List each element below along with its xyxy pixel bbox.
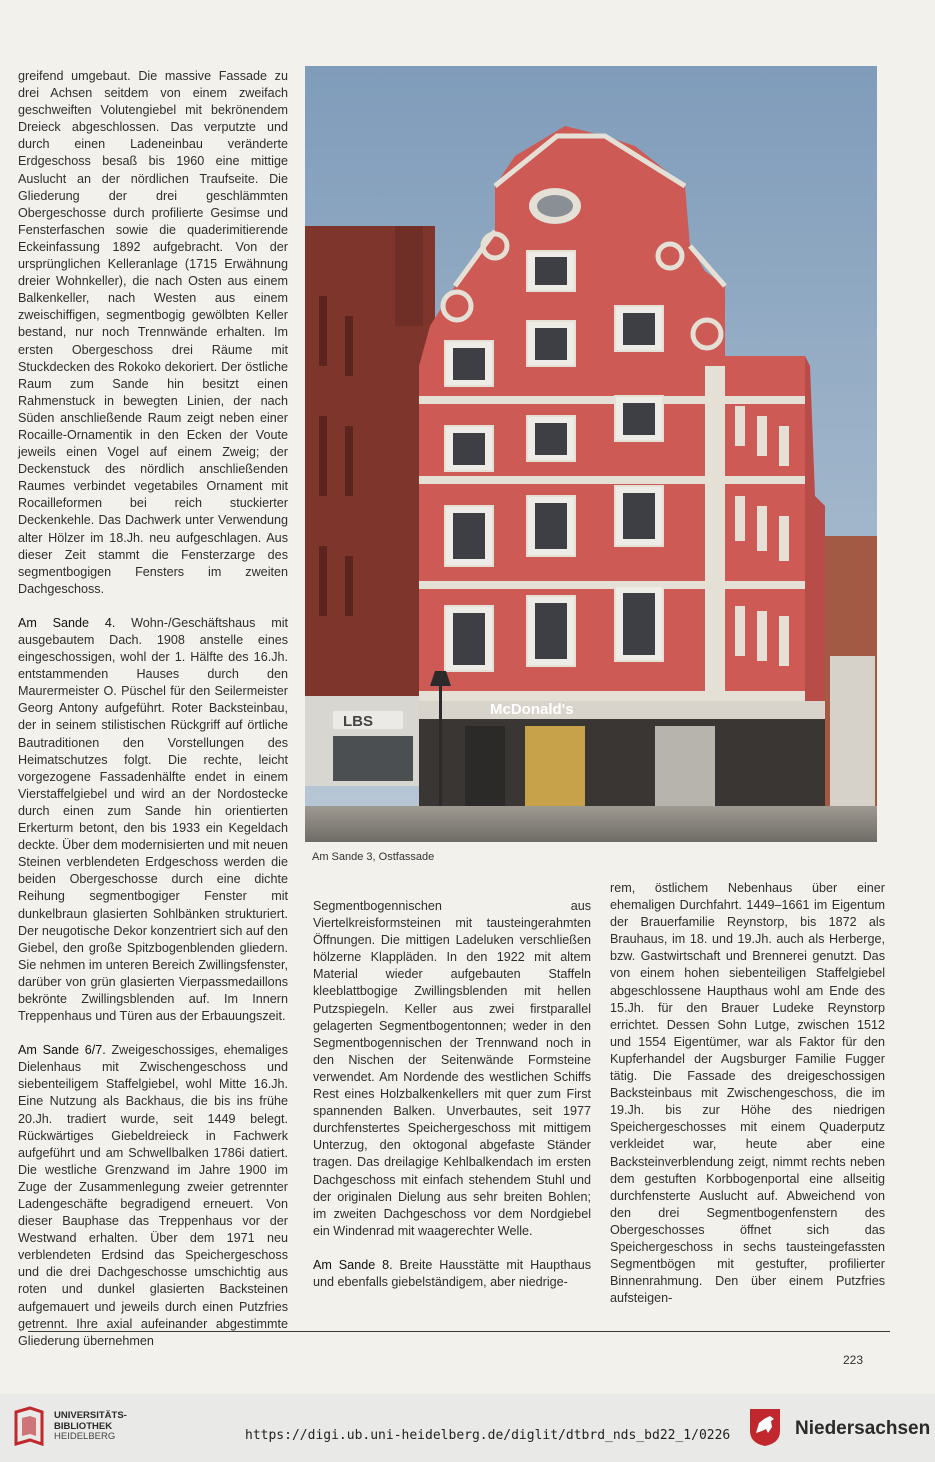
paragraph: [610, 880, 885, 1307]
page-number: 223: [843, 1353, 864, 1367]
niedersachsen-horse-crest-icon: [748, 1407, 782, 1447]
lbs-sign: LBS: [343, 713, 373, 730]
paragraph: [18, 68, 288, 598]
paragraph-text: Zweigeschossiges, ehemaliges Dielenhaus mit Zwischengeschoss und siebenteiligem Staffelgiebel, wohl Mitte 16.Jh. Eine Nutzung als Backhaus, die bis ins frühe 20.Jh. tradiert wurde, seit 1449 belegt. Rückwärtiges Giebeldreieck in Fachwerk aufgeführt und am Schwellbalken 1786i datiert. Die westliche Grenzwand im Jahre 1900 im Zuge der Zusammenlegung zweier getrennter Ladengeschäfte begradigend erneuert. Von dieser Bauphase das Treppenhaus vor der Westwand erhalten. Über dem 1971 neu verblendeten Erdsind das Speichergeschoss und die drei Dachgeschosse umschichtig aus roten und dunkel glasierten Backsteinen aufgemauert und jeweils durch einen Putzfries getrennt. Ihre axial aufeinander abgestimmte Gliederung übernehmen: [18, 1043, 288, 1348]
paragraph: [18, 1042, 288, 1350]
paragraph-text: greifend umgebaut. Die massive Fassade zu drei Achsen seitdem von einem zweifach geschweiften Volutengiebel mit bekrönendem Dreieck abgeschlossen. Das verputzte und durch einen Ladeneinbau veränderte Erdgeschoss besaß bis 1960 eine mittige Auslucht an der nördlichen Traufseite. Die Gliederung der drei geschlämmten Obergeschosse durch profilierte Gesimse und Fensterfaschen sowie die quaderimitierende Eckeinfassung 1892 aufgebracht. Von der ursprünglichen Kelleranlage (1715 Erwähnung dreier Wohnkeller), die nach Osten aus einem Balkenkeller, nach Westen aus einem zweischiffigen, segmentbogig gewölbten Keller bestand, nur noch Trennwände erhalten. Im ersten Obergeschoss drei Räume mit Stuckdecken des Rokoko dekoriert. Der östliche Raum zum Sande hin besitzt einen Rahmenstuck in bewegten Linien, der nach Süden anschließende Raum zeigt neben einer Rocaille-Ornamentik in den Ecken der Voute jeweils einen Vogel auf einem Zweig; der Deckenstuck des nördlich anschließenden Raumes verbindet vegetabiles Ornament mit Rocailleformen bei reich stuckierter Deckenkehle. Das Dachwerk unter Verwendung alter Hölzer im 18.Jh. neu aufgeschlagen. Aus dieser Zeit stammt die Fensterzarge des segmentbogigen Fensters im zweiten Dachgeschoss.: [18, 69, 288, 596]
footer-rule: [28, 1331, 890, 1332]
facade-illustration: [305, 66, 877, 842]
entry-heading: Am Sande 6/7.: [18, 1043, 106, 1058]
text-column-right: [610, 880, 885, 1307]
paragraph-text: Segmentbogennischen aus Viertelkreisformsteinen mit tausteingerahmten Öffnungen. Die mittigen Ladeluken verschließen hölzerne Klappläden. In den 1922 mit altem Material wieder aufgebauten Staffeln kleeblattbogige Zwillingsblenden mit hellen Putzspiegeln. Keller aus zwei firstparallel gelagerten Segmentbogentonnen; weder in den Segmentbogennischen der Trennwand noch in den Nischen der Seitenwände Formsteine verwendet. Am Nordende des westlichen Schiffs Rest eines Holzbalkenkellers mit quer zum First spannenden Balken. Unverbautes, seit 1977 durchfenstertes Speichergeschoss mit mittigem Unterzug, den oktogonal abgefaste Ständer tragen. Das dreilagige Kehlbalkendach im ersten Dachgeschoss mit einfach stehendem Stuhl und der originalen Dielung aus sehr breiten Bohlen; im zweiten Dachgeschoss vor dem Nordgiebel ein Windenrad mit waagerechter Welle.: [313, 899, 591, 1238]
library-line: BIBLIOTHEK: [54, 1420, 113, 1432]
entry-heading: Am Sande 8.: [313, 1257, 393, 1272]
state-name: Niedersachsen: [795, 1418, 931, 1439]
viewer-footer: [0, 1394, 935, 1462]
entry-heading: Am Sande 4.: [18, 615, 116, 630]
text-column-left: [18, 68, 288, 1350]
permalink-url[interactable]: https://digi.ub.uni-heidelberg.de/diglit/dtbrd_nds_bd22_1/0226: [245, 1428, 731, 1443]
paragraph-text: rem, östlichem Nebenhaus über einer ehemaligen Durchfahrt. 1449–1661 im Eigentum der Brauerfamilie Reynstorp, bis 1872 als Brauhaus, im 18. und 19.Jh. auch als Herberge, bzw. Gastwirtschaft und Brennerei genutzt. Das von einem hohen siebenteiligen Staffelgiebel abgeschlossene Haupthaus wohl am Ende des 15.Jh. für den Brauer Ludeke Reynstorp errichtet. Dessen Sohn Lutge, zwischen 1512 und 1554 Eigentümer, war als Faktor für den Kupferhandel der Augsburger Familie Fugger tätig. Die Fassade des dreigeschossigen Backsteinbaus mit Zwischengeschoss, die im 19.Jh. bis zur Höhe des niedrigen Speichergeschosses mit einem Quaderputz verkleidet war, heute aber eine Backsteinverblendung zeigt, nimmt rechts neben dem gestuften Korbbogenportal eine allseitig durchfensterte Auslucht auf. Abweichend von den drei Segmentbogenfenstern des Obergeschosses öffnet sich das Speichergeschoss in sechs tausteingefassten Segmentbögen mit gestufter, profilierter Binnenrahmung. Den über einem Putzfries aufsteigen-: [610, 881, 885, 1306]
building-photo: [305, 66, 877, 842]
paragraph: [313, 898, 591, 1240]
paragraph: [313, 1257, 591, 1291]
library-line: HEIDELBERG: [54, 1431, 116, 1442]
paragraph: [18, 615, 288, 1025]
text-column-middle: [313, 898, 591, 1291]
photo-caption: Am Sande 3, Ostfassade: [312, 851, 435, 863]
paragraph-text: Breite Hausstätte mit Haupthaus und ebenfalls giebelständigem, aber niedrige-: [313, 1257, 591, 1289]
university-library-logo-icon: [12, 1406, 46, 1448]
university-library-name: [54, 1411, 127, 1443]
paragraph-text: Wohn-/Geschäftshaus mit ausgebautem Dach. 1908 anstelle eines eingeschossigen, wohl der 1. Hälfte des 16.Jh. entstammenden Hauses durch den Maurermeister O. Püschel für den Seilermeister Georg Antony aufgeführt. Roter Backsteinbau, der in seinem stilistischen Rückgriff auf örtliche Bautraditionen den Vorstellungen des Heimatschutzes folgt. Die rechte, leicht vorgezogene Fassadenhälfte endet in einem Vierstaffelgiebel und wird an der Nordostecke durch einen zum Sande hin orientierten Erkerturm betont, den bis 1933 ein Kegeldach deckte. Über dem modernisierten und mit neuen Steinen verblendeten Erdgeschoss werden die beiden Obergeschosse durch eine dichte Reihung segmentbogiger Fenster mit dunkelbraun glasierten Sohlbänken strukturiert. Der neugotische Dekor konzentriert sich auf den Giebel, den große Spitzbogenblenden gliedern. Sie nehmen im unteren Bereich Zwillingsfenster, darüber von grün glasierten Vierpassmedaillons bekrönte Zwillingsblenden auf. Im Innern Treppenhaus und Türen aus der Erbauungszeit.: [18, 615, 288, 1024]
library-line: UNIVERSITÄTS-: [54, 1410, 127, 1421]
mcdonalds-sign: McDonald's: [490, 701, 574, 718]
